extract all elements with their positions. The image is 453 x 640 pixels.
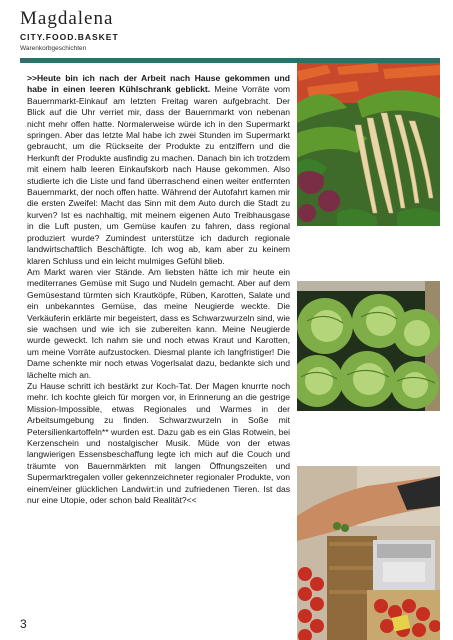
paragraph-3: Zu Hause schritt ich bestärkt zur Koch-Tat. Der Magen knurrte noch mehr. Ich kochte gleich für morgen vor, in Erinnerung an die gestrige Mission-Impossible, etwas Regionales und Warmes in der Arbeitsumgebung zu finden. Schwarzwurzeln in Soße mit Petersilienkartoffeln** wurden est. Dazu gab es ein Glas Rotwein, bei Kerzenschein und nostalgischer Musik. Müde von der etwas langwierigen Essensbeschaffung legte ich mich auf die Couch und träumte von Bauernmärkten mit langen Öffnungszeiten und Supermarktregalen voller gekennzeichneter regionaler Produkte, von einem/einer glücklichen Landwirt:in und zufriedenen Tieren. Ist das nur eine Utopie, oder schon bald Realität?<< — [27, 380, 290, 506]
paragraph-2: Am Markt waren vier Stände. Am liebsten hätte ich mir heute ein mediterranes Gemüse mit Sugo und Nudeln gemacht. Aber auf dem Gemüsestand türmten sich Krautköpfe, Rüben, Karotten, Salate und ein unbekanntes Gemüse, das meine Neugierde weckte. Die Verkäuferin erklärte mir begeistert, dass es Schwarzwurzeln sind, wie sie wachsen und wie ich sie zubereiten kann. Meine Neugierde wurde geweckt. Ich nahm sie und noch etwas Kraut und Karotten, um meine Vorräte aufzustocken. Diesmal plante ich langfristiger! Die Dame schenkte mir noch etwas Vogerlsalat dazu, bedankte sich und lächelte mich an. — [27, 266, 290, 380]
header — [20, 8, 119, 54]
page-number: 3 — [20, 617, 27, 631]
paragraph-1 — [27, 73, 290, 267]
brand-subtitle: CITY.FOOD.BASKET — [20, 32, 119, 42]
photo-cabbages — [297, 281, 440, 411]
photo-market-stall — [297, 466, 440, 640]
article-body — [27, 73, 290, 506]
photo-carrots-beets — [297, 63, 440, 226]
brand-title: Magdalena — [20, 8, 114, 29]
brand-tagline: Warenkorbgeschichten — [20, 45, 87, 52]
paragraph-1-text: Meine Vorräte vom Bauernmarkt-Einkauf am letzten Freitag waren aufgebracht. Der Blick auf die Uhr verriet mir, dass der Bauernmarkt von nebenan nicht mehr offen hatte. Normalerweise würde ich in den Supermarkt springen. Aber das letzte Mal habe ich zwei Stunden im Supermarkt gebraucht, um die Rückseite der Produkte zu entziffern und die Herkunft der Produkte ausfindig zu machen. Danach bin ich trotzdem mit einem halb leeren Einkaufskorb nach Hause gekommen. Also studierte ich die Liste und fand überraschend einen weiter entfernten Bauernmarkt, der noch offen hatte. Während der Autofahrt kamen mir die ersten Zweifel: Macht das Sinn mit dem Auto durch die Stadt zu kurven? Ist es nachhaltig, mit meinem eigenen Auto Treibhausgase in die Luft pusten, um Gemüse kaufen zu fahren, dass regional produziert wurde? Zumindest unterstütze ich dadurch regionale landwirtschaftlich Beschäftigte. Ich wog ab, kam aber zu keinem klaren Schluss und ein leicht mulmiges Gefühl blieb. — [27, 84, 290, 266]
lead-sentence: >>Heute bin ich nach der Arbeit nach Hause gekommen und habe in einen leeren Kühlschrank geblickt. — [27, 73, 290, 95]
